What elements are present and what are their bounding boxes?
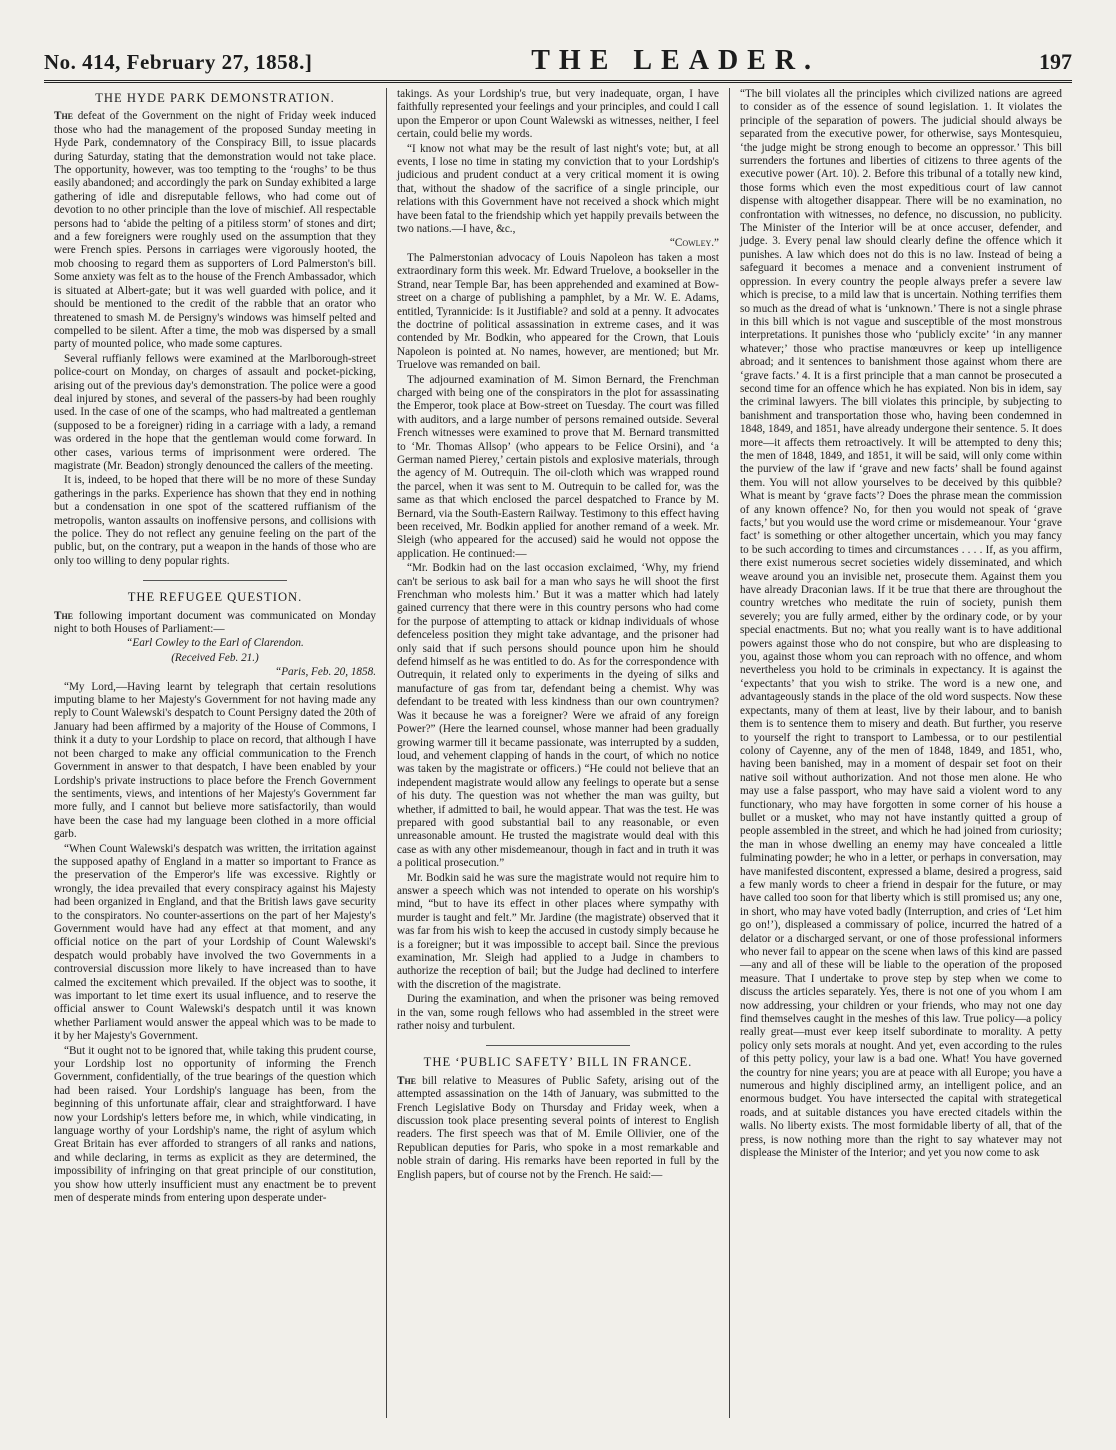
column-2 (386, 88, 729, 1418)
column-1 (44, 88, 386, 1418)
column-3 (729, 88, 1072, 1418)
headline-refugee-question: THE REFUGEE QUESTION. (127, 590, 303, 605)
lead-word: The (54, 110, 74, 123)
paragraph: Several ruffianly fellows were examined at the Marlborough-street police-court on Monday, on charges of assault and pocket-picking, arising out of the previous day's demonstration. The police were a good deal injured by stones, and several of the passers-by had been roughly used. In the case of one of the scamps, who had maltreated a gentleman (supposed to be a foreigner) riding in a carriage with a lady, a remand was ordered in the hope that the gentleman would come forward. In other cases, various terms of imprisonment were ordered. The magistrate (Mr. Beadon) strongly denounced the callers of the meeting. (54, 352, 376, 472)
paragraph: It is, indeed, to be hoped that there will be no more of these Sunday gatherings in the parks. Experience has shown that they end in nothing but a condensation in one spot of the scattered ruffianism of the metropolis, wanton assaults on inoffensive persons, and collisions with the police. They do not reflect any genuine feeling on the part of the public, but, on the contrary, put a weapon in the hands of those who are only too willing to deny popular rights. (54, 474, 376, 567)
newspaper-title: THE LEADER. (531, 45, 821, 76)
paragraph (54, 110, 376, 351)
paragraph: The Palmerstonian advocacy of Louis Napoleon has taken a most extraordinary form this week. Mr. Edward Truelove, a bookseller in the Strand, near Temple Bar, has been apprehended and examined at Bow-street on a charge of publishing a pamphlet, by a Mr. W. E. Adams, entitled, Tyrannicide: Is it Justifiable? and sold at a penny. It advocates the doctrine of political assassination in extreme cases, and it was contended by Mr. Bodkin, who appeared for the Crown, that Louis Napoleon is pointed at. No names, however, are mentioned; but Mr. Truelove was remanded on bail. (397, 251, 719, 372)
paragraph-text: bill relative to Measures of Public Safety, arising out of the attempted assassination on the 14th of January, was submitted to the French Legislative Body on Thursday and Friday week, when a discussion took place presenting several points of interest to English readers. The first speech was that of M. Emile Ollivier, one of the Republican deputies for Paris, who spoke in a most remarkable and noble strain of daring. His remarks have been reported in full by the English papers, but of course not by the French. He said:— (397, 1074, 720, 1181)
signature: “Cowley.” (669, 237, 719, 250)
issue-date: No. 414, February 27, 1858.] (44, 50, 313, 74)
headline-hyde-park: THE HYDE PARK DEMONSTRATION. (95, 91, 335, 105)
page-number: 197 (1038, 49, 1072, 74)
paragraph-text: defeat of the Government on the night of Friday week induced those who had the management of the proposed Sunday meeting in Hyde Park, condemnatory of the Conspiracy Bill, to issue placards during Saturday, stating that the demonstration would not take place. The opportunity, however, was too tempting to the ‘roughs’ to be thus easily abandoned; and accordingly the park on Sunday exhibited a large gathering of idle and disreputable fellows, who had come out of devotion to no other principle than the love of mischief. All respectable persons had to ‘abide the pelting of a pitiless storm’ of stones and dirt; and a few foreigners were roughly used on the assumption that they were French spies. Persons in carriages were vigorously hooted, the mob choosing to regard them as supporters of Lord Palmerston's bill. Some anxiety was felt as to the house of the French Ambassador, which is situated at Albert-gate; but it was well guarded with police, and it should be mentioned to the credit of the rabble that an orator who threatened to smash M. de Persigny's windows was himself pelted and compelled to be silent. After a time, the mob was dispersed by a small party of mounted police, who made some captures. (54, 110, 376, 351)
paragraph: “My Lord,—Having learnt by telegraph that certain resolutions imputing blame to her Majesty's Government for not having made any reply to Count Walewski's despatch to Count Persigny dated the 20th of January had been affirmed by a majority of the House of Commons, I think it a duty to your Lordship to place on record, that although I have not been charged to make any official communication to the French Government in answer to that despatch, I have been enabled by your Lordship's private instructions to place before the French Government the sentiments, views, and intentions of her Majesty's Government far more fully, and I cannot but believe more satisfactorily, than would have been the case had my language been clothed in a more official garb. (54, 680, 376, 841)
masthead (44, 28, 1072, 83)
lead-word: The (54, 609, 74, 622)
paragraph-text: following important document was communicated on Monday night to both Houses of Parliament:— (54, 609, 376, 636)
letter-date (54, 666, 376, 679)
paragraph (397, 1075, 719, 1182)
paragraph: takings. As your Lordship's true, but very inadequate, organ, I have faithfully represented your feelings and your principles, and could I call upon the Emperor or upon Count Walewski as witnesses, neither, I feel certain, could belie my words. (397, 88, 719, 141)
lead-word: The (397, 1074, 417, 1087)
paragraph: The adjourned examination of M. Simon Bernard, the Frenchman charged with being one of the conspirators in the plot for assassinating the Emperor, took place at Bow-street on Tuesday. The court was filled with auditors, and a large number of persons remained outside. Several French witnesses were examined to prove that M. Bernard transmitted to ‘Mr. Thomas Allsop’ (who appears to be Felice Orsini), and ‘a German named Pierey,’ certain pistols and explosive materials, through the agency of M. Outrequin. The oil-cloth which was wrapped round the parcel, when it was sent to M. Outrequin to be called for, was the same as that which enclosed the parcel despatched to France by M. Bernard, via the South-Eastern Railway. Testimony to this effect having been received, Mr. Bodkin applied for another remand of a week. Mr. Sleigh (who appeared for the accused) said he would not oppose the application. He continued:— (397, 373, 719, 560)
paragraph: “When Count Walewski's despatch was written, the irritation against the supposed apathy of England in a matter so important to France as the preservation of the Emperor's life was excessive. Rightly or wrongly, the idea prevailed that every conspiracy against his Majesty had been organized in England, and that the British laws gave security to the conspirators. No counter-assertions on the part of her Majesty's Government would have had any effect at that moment, and any official notice on the part of your Lordship of Count Walewski's despatch would probably have involved the two Governments in a controversial discussion more likely to have increased than to have calmed the excitement which prevailed. If the object was to soothe, it was important to let time exert its usual influence, and to reserve the official answer to Count Walewski's despatch until it was known whether Parliament would answer the appeal which was to be made to it by her Majesty's Government. (54, 842, 376, 1043)
paragraph: “But it ought not to be ignored that, while taking this prudent course, your Lordship lost no opportunity of informing the French Government, confidentially, of the true bearings of the question which had been raised. Your Lordship's language has been, from the beginning of this unfortunate affair, clear and straightforward. I have now your Lordship's letters before me, in which, while vindicating, in language worthy of your Lordship's name, the right of asylum which Great Britain has ever afforded to strangers of all ranks and nations, and while declaring, in terms as explicit as they are determined, the impossibility of infringing on that great principle of our constitution, you show how utterly insufficient must any enactment be to prevent men of desperate minds from entering upon desperate under- (54, 1044, 376, 1205)
paragraph: “I know not what may be the result of last night's vote; but, at all events, I lose no time in stating my conviction that to your Lordship's judicious and prudent conduct at a very critical moment it is owing that, without the shadow of the sacrifice of a single principle, our relations with this Government have not received a shock which might have been fatal to the friendship which yet happily prevails between the two nations.—I have, &c., (397, 142, 719, 236)
letter-from: “Earl Cowley to the Earl of Clarendon. (126, 637, 304, 650)
letter-received: (Received Feb. 21.) (171, 651, 259, 664)
paragraph (54, 610, 376, 637)
article-columns (44, 88, 1072, 1418)
paragraph: Mr. Bodkin said he was sure the magistrate would not require him to answer a speech which was not intended to operate on his worship's mind, “but to have its effect in other places where sympathy with murder is taught and felt.” Mr. Jardine (the magistrate) observed that it was far from his wish to keep the accused in custody simply because he is a foreigner; but it was impossible to accept bail. Since the previous examination, Mr. Sleigh had applied to a Judge in chambers to authorize the reception of bail; but the Judge had declined to interfere with the discretion of the magistrate. (397, 871, 719, 991)
letter-date-text: “Paris, Feb. 20, 1858. (275, 666, 376, 679)
paragraph: “Mr. Bodkin had on the last occasion exclaimed, ‘Why, my friend can't be serious to ask bail for a man who says he will shoot the first Frenchman who molests him.’ But it was a matter which had lately gained currency that there were in this country persons who had come for the purpose of attempting to attack or kidnap individuals of whose defenceless position they might take advantage, and the prisoner had only said that if such persons should pounce upon him he should defend himself as he was entitled to do. As for the correspondence with Outrequin, it related only to experiments in the dyeing of silks and manufacture of gas from tar, defendant being a chemist. Why was defendant to be treated with less kindness than our own countrymen? Was it because he was a foreigner? Were we afraid of any foreign Power?” (Here the learned counsel, whose manner had been gradually growing warmer till it became passionate, was interrupted by a sudden, loud, and vehement clapping of hands in the court, of which no notice was taken by the magistrate or officers.) “He could not believe that an independent magistrate would allow any feelings to operate but a sense of his duty. The question was not whether the man was guilty, but whether, if admitted to bail, he would appear. That was the test. He was prepared with good substantial bail to any reasonable, or even unreasonable amount. He trusted the magistrate would deal with this case as with any other misdemeanour, though in fact and in truth it was a political prosecution.” (397, 562, 719, 870)
section-divider (143, 580, 288, 581)
headline-public-safety-bill: THE ‘PUBLIC SAFETY’ BILL IN FRANCE. (423, 1055, 693, 1070)
paragraph: “The bill violates all the principles which civilized nations are agreed to consider as of the essence of sound legislation. 1. It violates the principle of the separation of powers. The judicial should always be separated from the executive power, for otherwise, says Montesquieu, ‘the judge might be strong enough to become an oppressor.’ This bill surrenders the fortunes and liberties of citizens to three agents of the executive power (Art. 10). 2. Before this tribunal of a totally new kind, those forms which even the most expeditious court of law cannot dispense with altogether disappear. There will be no examination, no confrontation with witnesses, no defence, no discussion, no publicity. The Minister of the Interior will be at once accuser, defender, and judge. 3. Every penal law should clearly define the offence which it punishes. A law which does not do this is no law. Instead of being a safeguard it becomes a menace and a convenient instrument of oppression. In every country the people always prefer a severe law which is precise, to a mild law that is uncertain. Nothing terrifies them so much as the dread of what is ‘unknown.’ There is not a single phrase in this bill which is not vague and susceptible of the most monstrous interpretations. It punishes those who ‘publicly excite’ ‘in any manner whatever;’ those who practise manœuvres or keep up intelligence abroad; and it sentences to banishment those against whom there are ‘grave facts.’ 4. It is a first principle that a man cannot be prosecuted a second time for an offence which he has expiated. Non bis in idem, say the criminal lawyers. The bill violates this principle, by subjecting to banishment and transportation those who, having been condemned in 1848, 1849, and 1851, have already undergone their sentence. 5. It does more—it affects them retroactively. It will be attempted to deny this; the men of 1848, 1849, and 1851, it will be said, will only come within the purview of the law if ‘grave and new facts’ shall be found against them. You will not allow yourselves to be deceived by this quibble? What is meant by ‘grave facts’? Does the phrase mean the commission of any known offence? No, for then you would not speak of ‘grave facts,’ but you would use the word crime or misdemeanour. Your ‘grave fact’ is something or other altogether uncertain, which you may fancy to be such according to times and circumstances . . . . If, as you affirm, there exist numerous secret societies widely disseminated, and which weave around you an invisible net, prosecute them. Against them you have already Draconian laws. If it be true that there are throughout the country wretches who meditate the ruin of society, punish them severely; you are fully armed, either by the ordinary code, or by your special enactments. But no; what you really want is to have additional powers against those who do not conspire, but who are displeasing to you, against those whom you can reproach with no offence, and whom nevertheless you hold to be criminals in expectancy. It is against the ‘expectants’ that you wish to strike. The word is a new one, and advantageously stands in the place of the old word suspects. Now these expectants, many of them at least, live by their labour, and to banish them is to sentence them to misery and death. But further, you reserve to yourself the right to transport to Lambessa, or to our pestilential colony of Cayenne, any of the men of 1848, 1849, and 1851, who, having been banished, may in a moment of despair set foot on their native soil without authorization. And not those men alone. He who may use a false passport, who may have said a violent word to any functionary, who may have forgotten in some corner of his house a bullet or a musket, who may not have instantly quitted a group of people assembled in the street, and which he had joined from curiosity; the man in whose dwelling an enemy may have concealed a little fulminating powder; he who in a letter, or perhaps in conversation, may have manifested discontent, expressed a blame, desired a progress, said a few manly words to cheer a friend in despair for the future, or may have called too soon for that liberty which is still promised us; any one, in short, who may have voted badly (Interruption, and cries of ‘Let him go on!’), displeased a commissary of police, incurred the hatred of a delator or a discharged servant, or one of those professional informers who never fail to appear on the scene when laws of this kind are passed—any and all of these will be liable to the operation of the proposed measure. That I undertake to prove step by step when we come to discuss the articles separately. Yes, there is not one of you whom I am now addressing, your children or your friends, who may not one day find themselves caught in the meshes of this law. True policy—a policy really great—must ever keep itself subordinate to morality. A petty policy only sets morals at nought. And yet, even according to the rules of this petty policy, your law is a bad one. What! You have governed the country for nine years; you are at peace with all Europe; you have a numerous and highly disciplined army, an intelligent police, and an enormous budget. You have intersected the capital with strategetical roads, and at suitable distances you have erected citadels within the walls. No liberty exists. The most formidable liberty of all, that of the press, is now nothing more than the right to say whatever may not displease the Minister of the Interior; and yet you now come to ask (740, 88, 1062, 1160)
section-divider (486, 1045, 631, 1046)
paragraph: During the examination, and when the prisoner was being removed in the van, some rough fellows who had assembled in the street were rather noisy and turbulent. (397, 993, 719, 1033)
